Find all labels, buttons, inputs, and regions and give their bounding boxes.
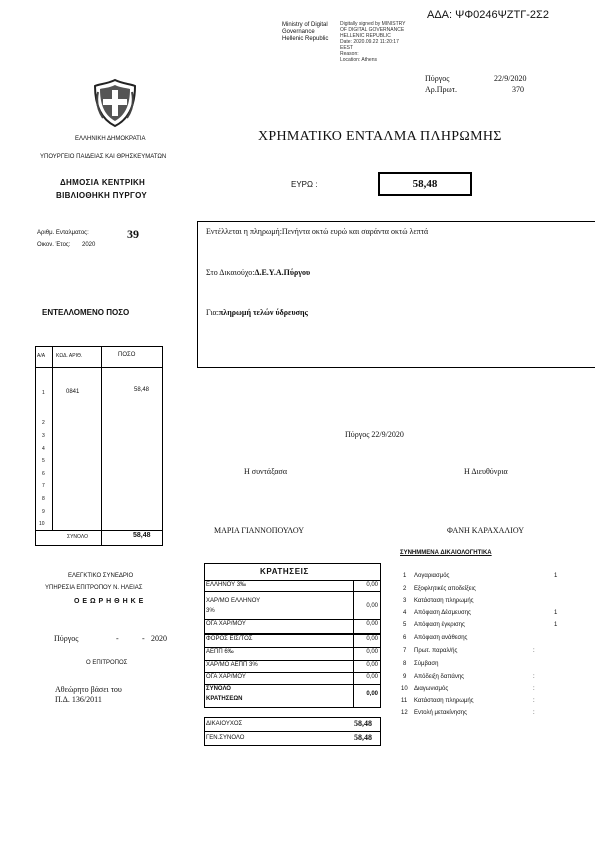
deduction-value: 0,00	[366, 649, 378, 655]
audit-place: Πύργος	[54, 634, 79, 643]
signature-detail: Date: 2020.09.22 11:20:17	[340, 39, 399, 45]
director-label: Η Διευθύνρια	[464, 467, 508, 476]
deduction-label: ΧΑΡ/ΜΟ ΑΕΠΠ 3%	[206, 662, 258, 668]
deduction-row	[204, 672, 381, 683]
attachment-num: 9	[403, 674, 407, 680]
order-box-top-border	[197, 221, 595, 222]
deductions-title: ΚΡΑΤΗΣΕΙΣ	[260, 567, 309, 576]
exempt-line2: Π.Δ. 136/2011	[55, 695, 102, 704]
audit-year: 2020	[151, 634, 167, 643]
items-total-label: ΣΥΝΟΛΟ	[67, 534, 88, 540]
deduction-value: 0,00	[366, 621, 378, 627]
attachment-count: :	[533, 698, 535, 704]
deduction-value: 0,00	[366, 636, 378, 642]
attachment-num: 11	[401, 698, 408, 704]
items-col-divider	[101, 346, 102, 546]
totals-divider	[204, 731, 381, 732]
attachment-num: 12	[401, 710, 408, 716]
ada-code: ΑΔΑ: ΨΦ0246ΨΖΤΓ-2Σ2	[427, 9, 549, 21]
items-header-divider	[35, 367, 163, 368]
row-number: 2	[42, 420, 45, 426]
attachment-label: Εξοφλητικές αποδείξεις	[414, 586, 476, 592]
grand-total-label: ΓΕΝ.ΣΥΝΟΛΟ	[206, 735, 245, 741]
audit-court-label: ΕΛΕΓΚΤΙΚΟ ΣΥΝΕΔΡΙΟ	[68, 573, 134, 579]
grand-total-value: 58,48	[354, 733, 372, 742]
row-number: 3	[42, 433, 45, 439]
order-box-bottom-border	[197, 367, 595, 368]
amount-section-label: ΕΝΤΕΛΛΟΜΕΝΟ ΠΟΣΟ	[42, 308, 130, 317]
attachments-title: ΣΥΝΗΜΜΕΝΑ ΔΙΚΑΙΟΛΟΓΗΤΙΚΑ	[400, 550, 492, 556]
greek-emblem-icon	[93, 78, 137, 128]
row-number: 4	[42, 446, 45, 452]
commissioner-label: Ο ΕΠΙΤΡΟΠΟΣ	[86, 660, 128, 666]
purpose-line	[206, 308, 308, 317]
attachment-num: 6	[403, 635, 407, 641]
deduction-value: 0,00	[366, 582, 378, 588]
deduction-label: ΦΟΡΟΣ ΕΙΣ/ΤΟΣ	[206, 636, 253, 642]
row-number: 1	[42, 390, 45, 396]
attachment-label: Εντολή μετακίνησης	[414, 710, 468, 716]
warrant-number: 39	[127, 227, 139, 241]
library-name-line1: ΔΗΜΟΣΙΑ ΚΕΝΤΡΙΚΗ	[60, 178, 146, 187]
beneficiary-amount-value: 58,48	[354, 719, 372, 728]
attachment-num: 8	[403, 661, 407, 667]
ministry-label: ΥΠΟΥΡΓΕΙΟ ΠΑΙΔΕΙΑΣ ΚΑΙ ΘΡΗΣΚΕΥΜΑΤΩΝ	[40, 154, 167, 160]
digital-signature-details	[340, 21, 406, 63]
items-header-aa: Α/Α	[37, 353, 46, 359]
attachment-label: Λογαριασμός	[414, 573, 450, 579]
signature-detail: Location: Athens	[340, 57, 377, 63]
euro-label: ΕΥΡΩ :	[291, 180, 318, 189]
signature-detail: Reason:	[340, 51, 359, 57]
attachment-count: :	[533, 648, 535, 654]
attachment-num: 7	[403, 648, 407, 654]
attachment-count: 1	[554, 622, 558, 628]
signature-line: Ministry of Digital	[282, 22, 328, 28]
attachment-label: Διαγωνισμός	[414, 686, 449, 692]
composer-name: ΜΑΡΙΑ ΓΙΑΝΝΟΠΟΥΛΟΥ	[214, 526, 304, 535]
exempt-line1: Αθεώρητο βάσει του	[55, 685, 122, 694]
director-name: ΦΑΝΗ ΚΑΡΑΧΑΛΙΟΥ	[447, 526, 525, 535]
library-name-line2: ΒΙΒΛΙΟΘΗΚΗ ΠΥΡΓΟΥ	[56, 191, 148, 200]
beneficiary-amount-label: ΔΙΚΑΙΟΥΧΟΣ	[206, 721, 243, 727]
document-title: ΧΡΗΜΑΤΙΚΟ ΕΝΤΑΛΜΑ ΠΛΗΡΩΜΗΣ	[258, 129, 502, 144]
signature-detail: OF DIGITAL GOVERNANCE	[340, 27, 405, 33]
deduction-row	[204, 660, 381, 671]
signature-line: Hellenic Republic	[282, 36, 329, 42]
row-number: 6	[42, 471, 45, 477]
deductions-total-row	[204, 684, 381, 708]
row-number: 5	[42, 458, 45, 464]
place-label: Πύργος	[425, 74, 450, 83]
fiscal-year: 2020	[82, 242, 96, 248]
euro-amount-box	[378, 172, 472, 196]
items-total-divider	[35, 530, 163, 531]
deductions-total-value: 0,00	[366, 691, 378, 697]
attachment-count: :	[533, 686, 535, 692]
payment-order-text: Εντέλλεται η πληρωμή:Πενήντα οκτώ ευρώ και σαράντα οκτώ λεπτά	[206, 227, 429, 236]
deduction-value: 0,00	[366, 662, 378, 668]
attachment-count: 1	[554, 573, 558, 579]
protocol-number: 370	[512, 85, 524, 94]
republic-label: ΕΛΛΗΝΙΚΗ ΔΗΜΟΚΡΑΤΙΑ	[75, 136, 146, 142]
deduction-label: ΧΑΡ/ΜΟ ΕΛΛΗΝΟΥ 3%	[206, 598, 261, 614]
attachment-label: Απόφαση έγκρισης	[414, 622, 465, 628]
attachment-label: Πρωτ. παραλ/ής	[414, 648, 458, 654]
signature-detail: Digitally signed by MINISTRY	[340, 21, 406, 27]
purpose-text: πληρωμή τελών ύδρευσης	[218, 308, 308, 317]
purpose-label: Για:	[206, 308, 219, 317]
items-col-divider	[52, 346, 53, 530]
order-box-left-border	[197, 221, 198, 368]
warrant-number-label: Αριθμ. Ενταλματος:	[37, 230, 89, 236]
deduction-row	[204, 633, 381, 644]
attachment-label: Απόδειξη δαπάνης	[414, 674, 465, 680]
fiscal-year-label: Οικον. Έτος:	[37, 242, 71, 248]
row-number: 8	[42, 496, 45, 502]
attachment-label: Σύμβαση	[414, 661, 439, 667]
deduction-row	[204, 619, 381, 630]
beneficiary-label: Στο Δικαιούχο:	[206, 268, 255, 277]
row-number: 7	[42, 483, 45, 489]
signature-line: Governance	[282, 29, 315, 35]
attachment-num: 10	[401, 686, 408, 692]
attachment-num: 5	[403, 622, 407, 628]
attachment-num: 3	[403, 598, 407, 604]
signing-place-date: Πύργος 22/9/2020	[345, 430, 404, 439]
attachment-label: Απόφαση ανάθεσης	[414, 635, 468, 641]
attachment-count: :	[533, 710, 535, 716]
deduction-label: ΕΛΛΗΝΟΥ 3‰	[206, 582, 247, 588]
signature-detail: HELLENIC REPUBLIC	[340, 33, 391, 39]
deductions-total-label: ΣΥΝΟΛΟ	[206, 686, 231, 692]
row1-code: 0841	[66, 389, 80, 395]
attachment-label: Κατάσταση πληρωμής	[414, 598, 474, 604]
audit-dash: -	[142, 634, 145, 643]
deduction-row	[204, 647, 381, 658]
deduction-row	[204, 591, 381, 619]
attachment-count: 1	[554, 610, 558, 616]
items-header-code: ΚΩΔ. ΑΡΙΘ.	[56, 353, 83, 359]
row-number: 9	[42, 509, 45, 515]
deduction-label: ΟΓΑ ΧΑΡ/ΜΟΥ	[206, 674, 246, 680]
issue-date: 22/9/2020	[494, 74, 527, 83]
items-header-amount: ΠΟΣΟ	[118, 352, 136, 358]
beneficiary-line	[206, 268, 310, 277]
audit-verified-label: Ο Ε Ω Ρ Η Θ Η Κ Ε	[74, 598, 144, 605]
attachment-num: 4	[403, 610, 407, 616]
deduction-row	[204, 580, 381, 591]
signature-issuer	[282, 22, 328, 43]
items-total-value: 58,48	[133, 532, 151, 539]
attachment-label: Απόφαση Δέσμευσης	[414, 610, 471, 616]
euro-amount: 58,48	[412, 178, 438, 190]
audit-service-label: ΥΠΗΡΕΣΙΑ ΕΠΙΤΡΟΠΟΥ Ν. ΗΛΕΙΑΣ	[45, 585, 143, 591]
row-number: 10	[39, 521, 45, 527]
items-table	[35, 346, 163, 546]
attachment-label: Κατάσταση πληρωμής	[414, 698, 474, 704]
audit-dash: -	[116, 634, 119, 643]
attachment-num: 1	[403, 573, 407, 579]
deduction-label: ΟΓΑ ΧΑΡ/ΜΟΥ	[206, 621, 246, 627]
row1-amount: 58,48	[134, 387, 150, 393]
beneficiary-name: Δ.Ε.Υ.Α.Πύργου	[254, 268, 311, 277]
attachment-count: :	[533, 674, 535, 680]
composer-label: Η συντάξασα	[244, 467, 288, 476]
deduction-label: ΑΕΠΠ 6‰	[206, 649, 234, 655]
signature-detail: EEST	[340, 45, 354, 51]
deduction-value: 0,00	[366, 674, 378, 680]
attachment-num: 2	[403, 586, 407, 592]
deductions-total-label: ΚΡΑΤΗΣΕΩΝ	[206, 696, 243, 702]
protocol-label: Αρ.Πρωτ.	[425, 85, 458, 94]
deduction-value: 0,00	[366, 603, 378, 609]
